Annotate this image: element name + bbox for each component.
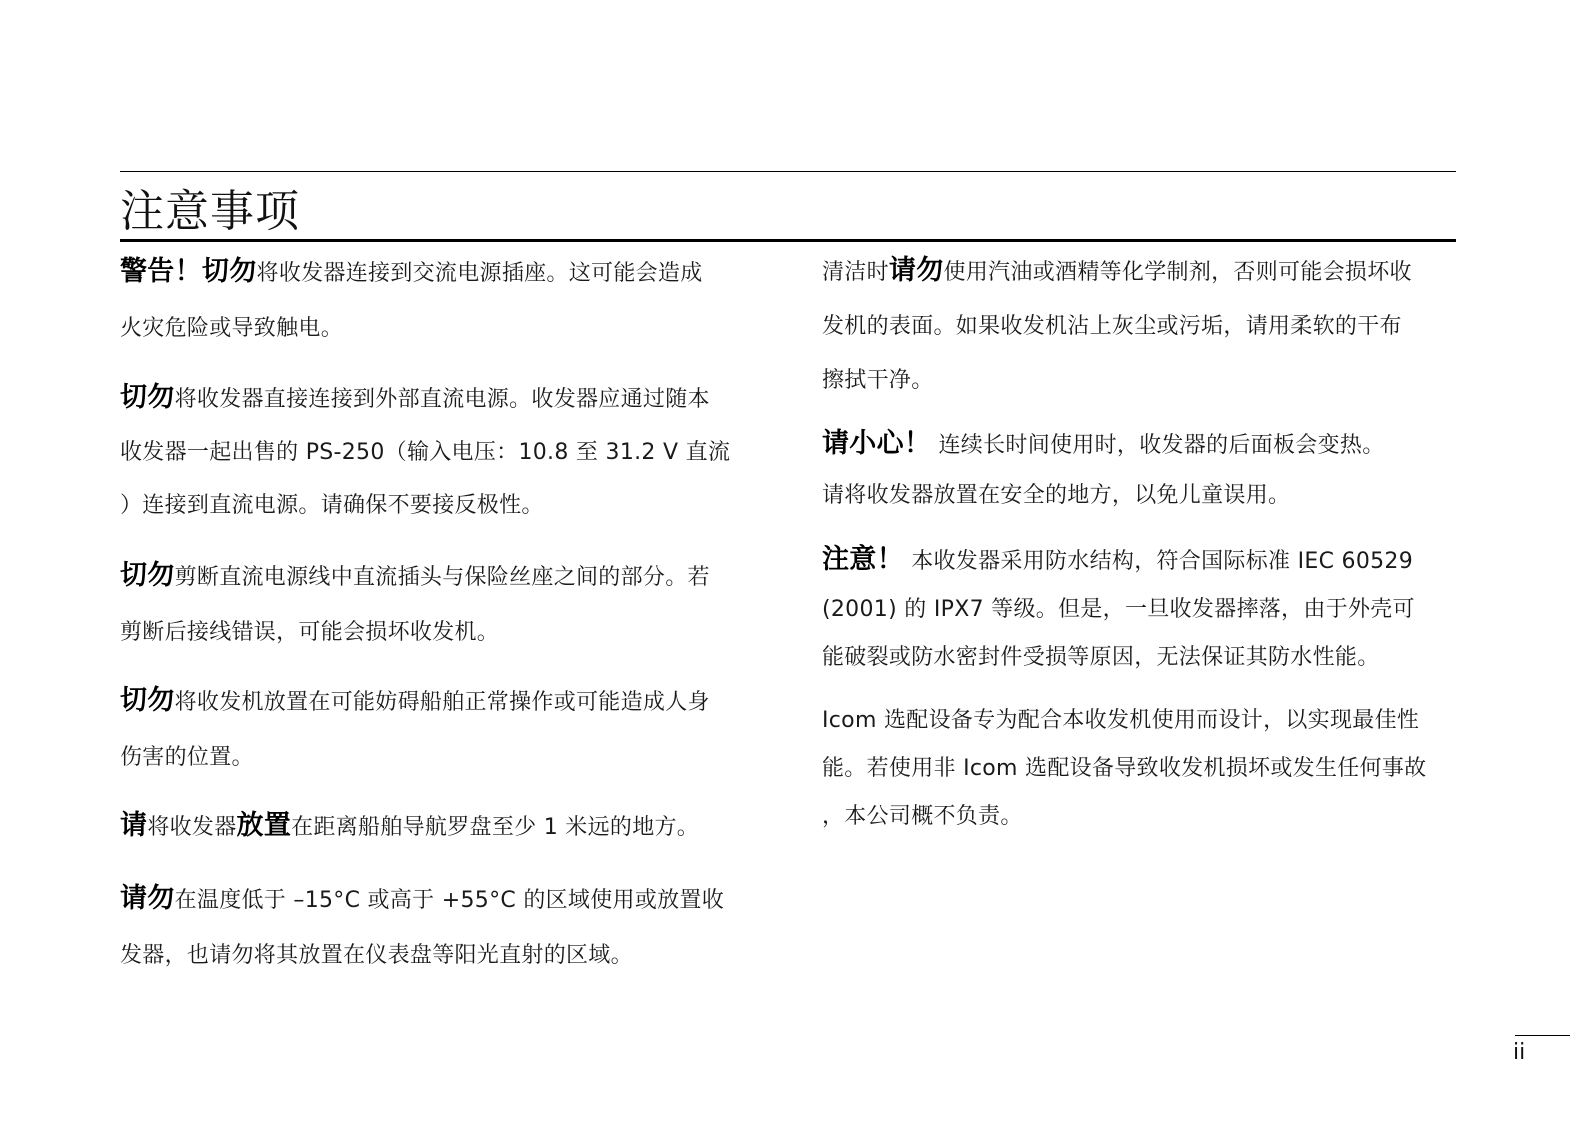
text-run: 剪断后接线错误，可能会损坏收发机。 <box>120 620 500 645</box>
text-run: 本收发器采用防水结构，符合国际标准 IEC 60529 <box>903 549 1414 574</box>
text-line <box>822 745 1462 793</box>
bold-term: 请 <box>120 810 148 841</box>
text-run: 火灾危险或导致触电。 <box>120 316 344 341</box>
text-run: 能破裂或防水密封件受损等原因，无法保证其防水性能。 <box>822 645 1380 670</box>
top-rule <box>120 171 1456 172</box>
text-run: 将收发器连接到交流电源插座。这可能会造成 <box>256 261 703 286</box>
text-run: 使用汽油或酒精等化学制剂，否则可能会损坏收 <box>943 260 1412 285</box>
note-icom-options <box>822 697 1462 841</box>
text-line <box>822 419 1462 471</box>
text-run: ，本公司概不负责。 <box>822 804 1023 829</box>
text-line <box>120 371 756 426</box>
text-line <box>120 479 756 532</box>
page-title: 注意事项 <box>120 186 300 237</box>
text-run: 伤害的位置。 <box>120 745 254 770</box>
bold-term: 切勿 <box>120 382 175 413</box>
text-run: 收发器一起出售的 PS-250（输入电压：10.8 至 31.2 V 直流 <box>120 440 731 465</box>
caution-label: 请小心！ <box>822 428 932 459</box>
caution-temperature <box>120 871 756 983</box>
text-run: 清洁时 <box>822 260 889 285</box>
warning-label: 警告！ <box>120 256 202 287</box>
text-line <box>120 426 756 479</box>
caution-hot-rear-panel <box>822 419 1462 521</box>
text-run: 将收发器 <box>147 815 237 840</box>
right-column <box>822 244 1462 841</box>
caution-compass-distance <box>120 798 756 855</box>
bold-term: 请勿 <box>888 255 944 286</box>
text-run: 请将收发器放置在安全的地方，以免儿童误用。 <box>822 483 1291 508</box>
caution-cut-cable <box>120 548 756 660</box>
caution-cleaning <box>822 244 1462 408</box>
note-label: 注意！ <box>822 544 904 575</box>
caution-placement-safety <box>120 673 756 785</box>
text-line <box>822 471 1462 521</box>
text-line <box>120 605 756 660</box>
text-run: 将收发机放置在可能妨碍船舶正常操作或可能造成人身 <box>174 690 710 715</box>
text-line <box>822 634 1462 682</box>
footer-rule <box>1515 1035 1570 1036</box>
text-run: 能。若使用非 Icom 选配设备导致收发机损坏或发生任何事故 <box>822 756 1427 781</box>
text-line <box>120 871 756 928</box>
note-waterproof <box>822 536 1462 682</box>
text-line <box>120 548 756 605</box>
warning-ac-outlet <box>120 244 756 356</box>
text-line <box>120 244 756 301</box>
text-run: (2001) 的 IPX7 等级。但是，一旦收发器摔落，由于外壳可 <box>822 597 1415 622</box>
text-line <box>822 536 1462 586</box>
text-line <box>120 673 756 730</box>
left-column <box>120 244 756 983</box>
text-run: 擦拭干净。 <box>822 368 934 393</box>
bold-term: 切勿 <box>120 560 175 591</box>
text-line <box>822 354 1462 408</box>
text-line <box>120 928 756 983</box>
text-run: 连续长时间使用时，收发器的后面板会变热。 <box>931 433 1385 458</box>
text-run: 发机的表面。如果收发机沾上灰尘或污垢，请用柔软的干布 <box>822 314 1402 339</box>
bold-term: 放置 <box>236 810 292 841</box>
text-line <box>822 697 1462 745</box>
text-run: 发器，也请勿将其放置在仪表盘等阳光直射的区域。 <box>120 943 633 968</box>
text-run: Icom 选配设备专为配合本收发机使用而设计，以实现最佳性 <box>822 708 1420 733</box>
text-line <box>822 586 1462 634</box>
text-run: 剪断直流电源线中直流插头与保险丝座之间的部分。若 <box>174 565 710 590</box>
bold-term: 请勿 <box>120 883 175 914</box>
text-line <box>120 798 756 855</box>
text-run: 在距离船舶导航罗盘至少 1 米远的地方。 <box>291 815 700 840</box>
text-line <box>822 244 1462 300</box>
title-underline <box>120 239 1456 242</box>
text-run: 在温度低于 –15°C 或高于 +55°C 的区域使用或放置收 <box>174 888 725 913</box>
page-number: ii <box>1513 1040 1526 1065</box>
bold-term: 切勿 <box>201 256 257 287</box>
text-run: 将收发器直接连接到外部直流电源。收发器应通过随本 <box>174 387 710 412</box>
text-line <box>120 301 756 356</box>
text-run: ）连接到直流电源。请确保不要接反极性。 <box>120 493 544 518</box>
caution-dc-connection <box>120 371 756 532</box>
bold-term: 切勿 <box>120 685 175 716</box>
text-line <box>822 793 1462 841</box>
text-line <box>120 730 756 785</box>
text-line <box>822 300 1462 354</box>
